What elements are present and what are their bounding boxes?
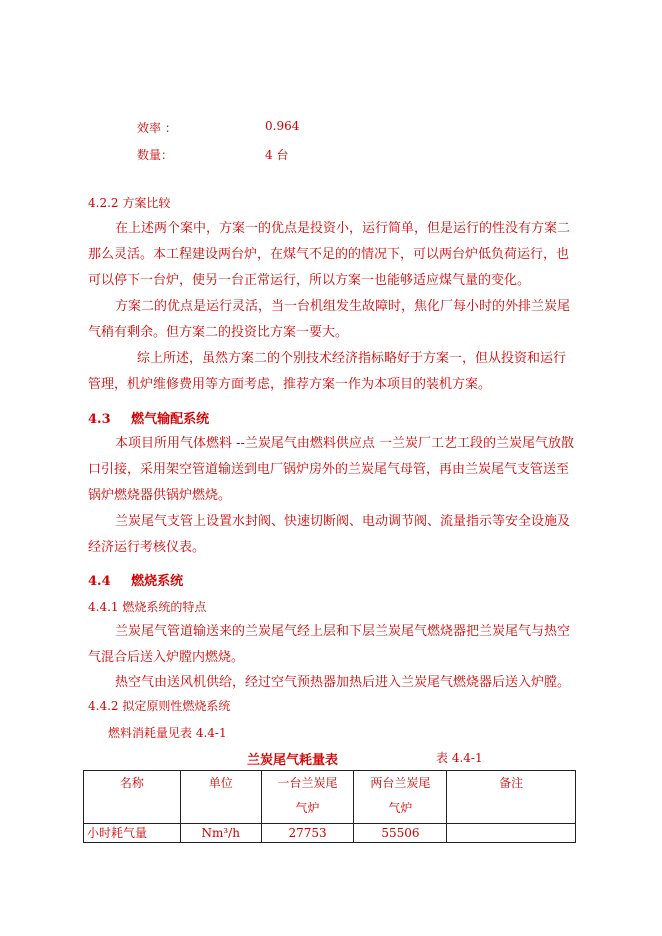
efficiency-value: 0.964 <box>265 119 300 133</box>
section-4-4-1-paragraph-1: 兰炭尾气管道输送来的兰炭尾气经上层和下层兰炭尾气燃烧器把兰炭尾气与热空气混合后送入炉膛内燃烧。 <box>88 624 571 665</box>
header-unit: 单位 <box>180 771 261 824</box>
section-4-3-heading <box>88 408 209 427</box>
section-4-3-number: 4.3 <box>88 412 111 427</box>
header-name: 名称 <box>84 771 181 824</box>
fuel-consumption-table <box>83 770 576 843</box>
section-4-4-1-heading: 4.4.1 燃烧系统的特点 <box>88 600 207 614</box>
section-4-4-title: 燃烧系统 <box>131 574 184 589</box>
cell-unit: Nm³/h <box>180 824 261 843</box>
table-label: 表 4.4-1 <box>436 751 483 765</box>
section-4-3-title: 燃气输配系统 <box>131 412 210 427</box>
section-4-2-2-paragraph-1: 在上述两个案中，方案一的优点是投资小，运行简单，但是运行的性没有方案二那么灵活。本工程建设两台炉，在煤气不足的的情况下，可以两台炉低负荷运行，也可以停下一台炉，使另一台正常运行，所以方案一也能够适应煤气量的变化。 <box>88 221 571 288</box>
section-4-2-2-heading: 4.2.2 方案比较 <box>88 196 171 210</box>
section-4-4-2-heading: 4.4.2 拟定原则性燃烧系统 <box>88 699 231 713</box>
cell-name: 小时耗气量 <box>84 824 181 843</box>
header-remark: 备注 <box>447 771 576 824</box>
section-4-2-2-paragraph-2: 方案二的优点是运行灵活，当一台机组发生故障时，焦化厂每小时的外排兰炭尾气稍有剩余。但方案二的投资比方案一要大。 <box>88 299 571 340</box>
cell-two-boilers: 55506 <box>354 824 447 843</box>
section-4-3-paragraph-2: 兰炭尾气支管上设置水封阀、快速切断阀、电动调节阀、流量指示等安全设施及经济运行考核仪表。 <box>88 514 571 555</box>
section-4-4-heading <box>88 570 183 589</box>
section-4-4-number: 4.4 <box>88 574 111 589</box>
table-header-row <box>84 771 576 824</box>
table-row <box>84 824 576 843</box>
cell-remark <box>447 824 576 843</box>
table-caption: 兰炭尾气耗量表 <box>247 753 339 768</box>
header-two-boilers: 两台兰炭尾气炉 <box>354 771 447 824</box>
cell-one-boiler: 27753 <box>261 824 354 843</box>
section-4-3-paragraph-1: 本项目所用气体燃料 --兰炭尾气由燃料供应点 一兰炭厂工艺工段的兰炭尾气放散口引接，采用架空管道输送到电厂锅炉房外的兰炭尾气母管，再由兰炭尾气支管送至锅炉燃烧器供锅炉燃烧。 <box>88 436 575 503</box>
fuel-consumption-note: 燃料消耗量见表 4.4-1 <box>108 726 227 740</box>
header-one-boiler: 一台兰炭尾气炉 <box>261 771 354 824</box>
efficiency-label: 效率 ： <box>137 121 177 135</box>
quantity-label: 数量： <box>137 148 174 162</box>
section-4-4-1-paragraph-2: 热空气由送风机供给，经过空气预热器加热后进入兰炭尾气燃烧器后送入炉膛。 <box>115 675 571 690</box>
section-4-2-2-paragraph-3: 综上所述，虽然方案二的个别技术经济指标略好于方案一，但从投资和运行管理，机炉维修费用等方面考虑，推荐方案一作为本项目的装机方案。 <box>88 351 567 392</box>
quantity-value: 4 台 <box>265 148 289 162</box>
